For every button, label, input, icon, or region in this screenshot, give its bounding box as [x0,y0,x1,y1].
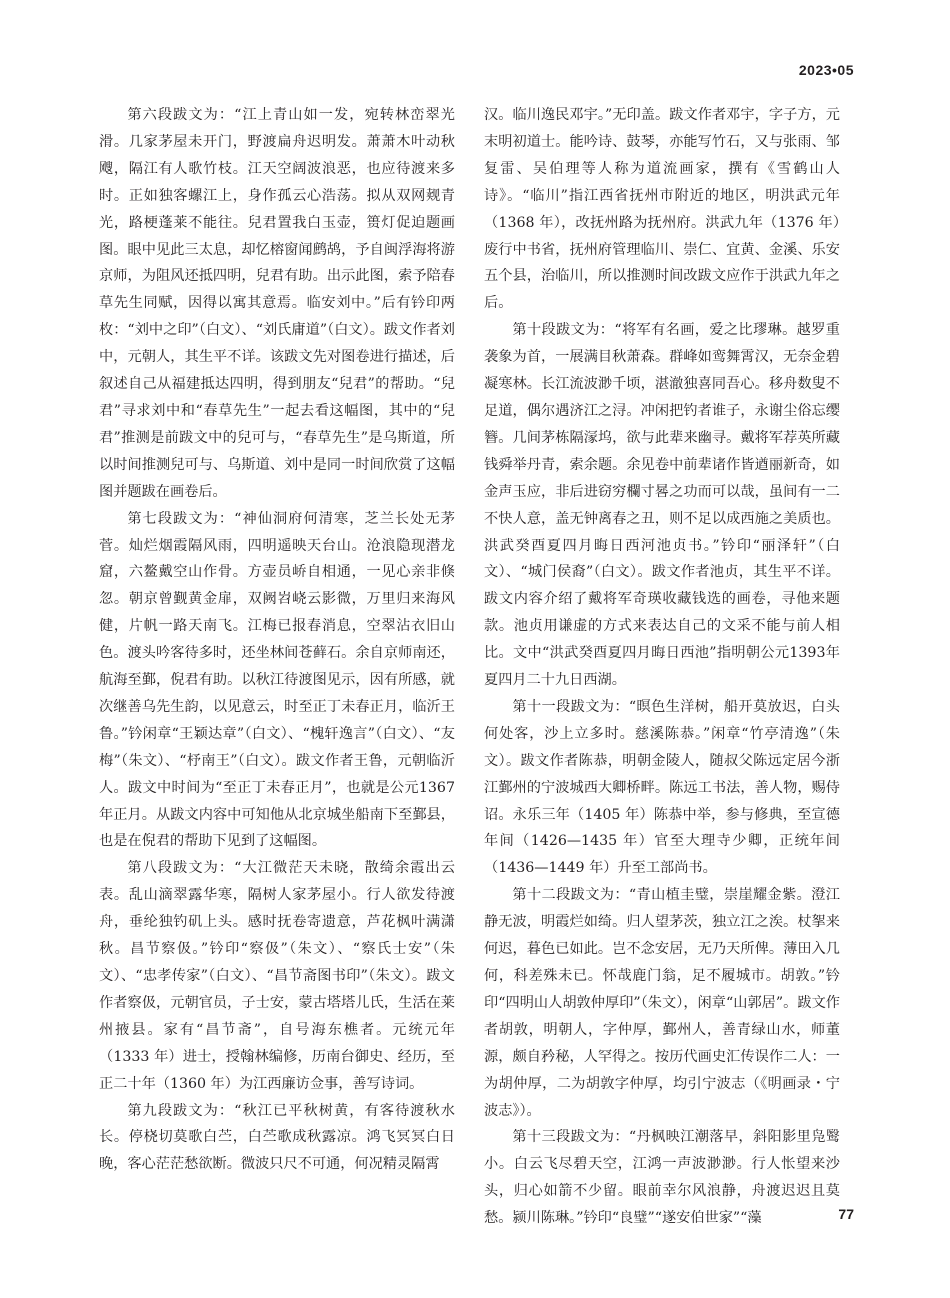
left-column [99,102,455,1178]
page-number: 77 [838,1206,854,1222]
paragraph: 第九段跋文为：“秋江已平秋树黄，有客待渡秋水长。停桡切莫歌白苎，白苎歌成秋露凉。鸿飞冥冥白日晚，客心茫茫愁欲断。微波只尺不可通，何况精灵隔霄 [99,1102,455,1173]
paragraph: 第六段跋文为：“江上青山如一发，宛转林峦翠光滑。几家茅屋未开门，野渡扁舟迟明发。萧萧木叶动秋飕，隔江有人歌竹枝。江天空阔波浪恶，也应待渡来多时。正如独客螺江上，身作孤云心浩荡。拟从双网觌青光，路梗蓬莱不能往。兒君置我白玉壶，篑灯促迫题画图。眼中见此三太息，却忆榕窗闻鹧鸪，予自闽浮海将游京师，为阻风还抵四明，兒君有助。出示此图，索予陪春草先生同赋，因得以寓其意焉。临安刘中。”后有钤印两枚：“刘中之印”（白文）、“刘氏庸道”（白文）。跋文作者刘中，元朝人，其生平不详。该跋文先对图卷进行描述，后叙述自己从福建抵达四明，得到朋友“兒君”的帮助。“兒君”寻求刘中和“春草先生”一起去看这幅图，其中的“兒君”推测是前跋文中的兒可与，“春草先生”是乌斯道，所以时间推测兒可与、乌斯道、刘中是同一时间欣赏了这幅图并题跋在画卷后。 [99,107,455,500]
paragraph: 第七段跋文为：“神仙洞府何清寒，芝兰长处无茅菅。灿烂烟霞隔风雨，四明遥映天台山。沧浪隐现潜龙窟，六鳌戴空山作骨。方壶员峤自相通，一见心亲非倏忽。朝京曾觐黄金扉，双阙岧峣云影微，万里归来海风健，片帆一路天南飞。江梅已报春消息，空翠沾衣旧山色。渡头吟客待多时，还坐林间苍藓石。余自京师南还，航海至鄞，倪君有助。以秋江待渡图见示，因有所感，就次继善乌先生韵，以见意云，时至正丁未春正月，临沂王鲁。”钤闲章“王颖达章”（白文）、“槐轩逸言”（白文）、“友梅”（朱文）、“杼南王”（白文）。跋文作者王鲁，元朝临沂人。跋文中时间为“至正丁未春正月”，也就是公元1367年正月。从跋文内容中可知他从北京城坐船南下至鄞县，也是在倪君的帮助下见到了这幅图。 [99,510,455,850]
issue-header: 2023•05 [798,62,854,78]
paragraph: 第十一段跋文为：“暝色生洋树，船开莫放迟，白头何处客，沙上立多时。慈溪陈恭。”闲章“竹亭清逸”（朱文）。跋文作者陈恭，明朝金陵人，随叔父陈远定居今浙江鄞州的宁波城西大卿桥畔。陈远工书法，善人物，赐侍诏。永乐三年（1405 年）陈恭中举，参与修典，至宣德年间（1426—1435 年）官至大理寺少卿，正统年间（1436—1449 年）升至工部尚书。 [484,698,840,877]
paragraph: 第十二段跋文为：“青山植圭璧，崇崖耀金紫。澄江静无波，明霞烂如绮。归人望茅茨，独立江之涘。杖挐来何迟，暮色已如此。岂不念安居，无乃天所俾。薄田入几何，科差殊未已。怀哉鹿门翁，足不履城市。胡敦。”钤印“四明山人胡敦仲厚印”（朱文），闲章“山郭居”。跋文作者胡敦，明朝人，字仲厚，鄞州人，善青绿山水，师董源，颇自矜秘，人罕得之。按历代画史汇传误作二人：一为胡仲厚，二为胡敦字仲厚，均引宁波志（《明画录・宁波志》）。 [484,887,840,1119]
paragraph: 第十段跋文为：“将军有名画，爱之比璆琳。越罗重袭象为首，一展满目秋萧森。群峰如鸾舞霄汉，无奈金碧凝寒林。长江流波渺千顷，湛澈独喜同吾心。移舟数叟不足道，偶尔遇济江之浔。冲闲把钓者谁子，永谢尘俗忘缨簪。几间茅栋隔溕坞，欲与此辈来幽寻。戴将军荐英所藏钱舜举丹青，索余题。余见卷中前辈诸作皆遒丽新奇，如金声玉应，非后进窃穷欄寸晷之功而可以哉，虽间有一二不快人意，盖无钟离春之丑，则不足以成西施之美质也。洪武癸酉夏四月晦日西河池贞书。”钤印“丽泽轩”（白文）、“城门侯裔”（白文）。跋文作者池贞，其生平不详。跋文内容介绍了戴将军奇瑛收藏钱选的画卷，寻他来题款。池贞用谦虚的方式来表达自己的文采不能与前人相比。文中“洪武癸酉夏四月晦日西池”指明朝公元1393年夏四月二十九日西湖。 [484,322,840,689]
paragraph: 第八段跋文为：“大江微茫天未晓，散绮余霞出云表。乱山滴翠露华寒，隔树人家茅屋小。行人欲发待渡舟，垂纶独钓矶上头。感时抚卷寄遗意，芦花枫叶满潇秋。昌节察伋。”钤印“察伋”（朱文）、“察氏士安”（朱文）、“忠孝传家”（白文）、“昌节斋图书印”（朱文）。跋文作者察伋，元朝官员，子士安，蒙古塔塔儿氏，生活在莱州掖县。家有“昌节斋”，自号海东樵者。元统元年（1333 年）进士，授翰林编修，历南台御史、经历，至正二十年（1360 年）为江西廉访佥事，善写诗词。 [99,860,455,1092]
paragraph: 第十三段跋文为：“丹枫映江潮落早，斜阳影里凫鹥小。白云飞尽碧天空，江鸿一声波渺渺。行人怅望来沙头，归心如箭不少留。眼前幸尔风浪静，舟渡迟迟且莫愁。颍川陈琳。”钤印“良璧”“遂安伯世家”“藻 [484,1129,840,1227]
right-column [484,102,840,1232]
paragraph-continued: 汉。临川逸民邓宇。”无印盖。跋文作者邓宇，字子方，元末明初道士。能吟诗、鼓琴，亦能写竹石，又与张雨、邹复雷、吴伯理等人称为道流画家，撰有《雪鹤山人诗》。“临川”指江西省抚州市附近的地区，明洪武元年（1368 年），改抚州路为抚州府。洪武九年（1376 年）废行中书省，抚州府管理临川、崇仁、宜黄、金溪、乐安五个县，治临川，所以推测时间改跋文应作于洪武九年之后。 [484,107,840,312]
